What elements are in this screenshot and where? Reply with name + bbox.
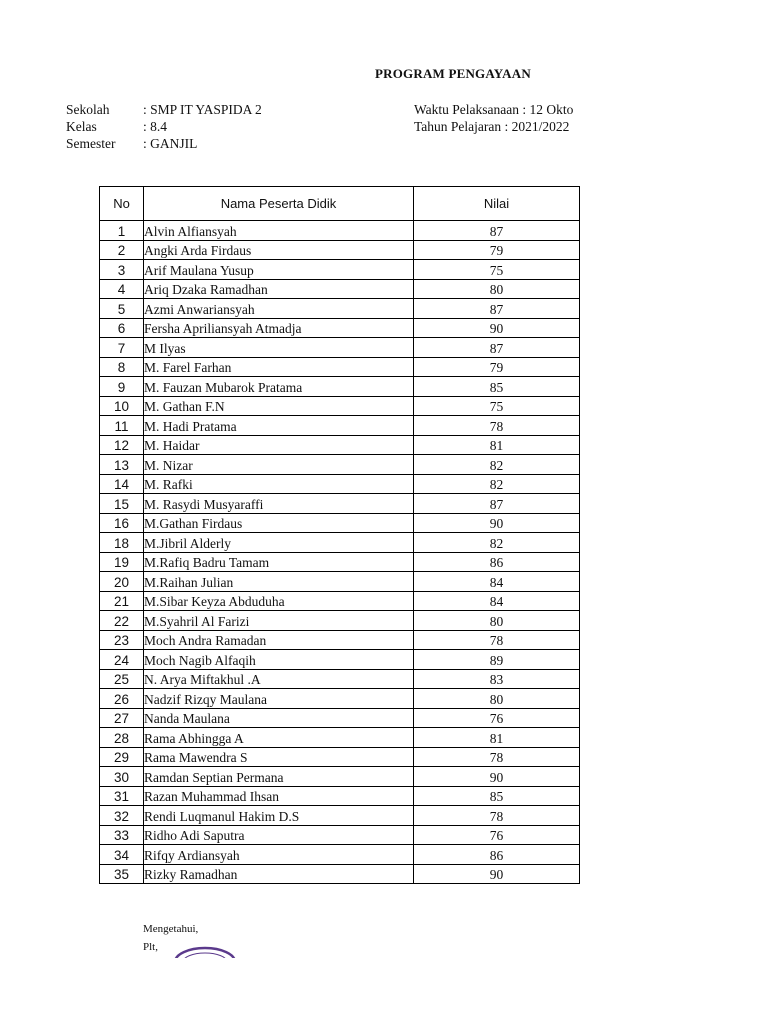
row-number: 29	[100, 747, 144, 767]
table-row	[100, 533, 580, 553]
student-score: 78	[414, 630, 580, 650]
table-row	[100, 611, 580, 631]
stamp-image	[173, 944, 283, 958]
student-name: M. Hadi Pratama	[144, 416, 414, 436]
row-number: 12	[100, 435, 144, 455]
student-score: 78	[414, 747, 580, 767]
student-score: 86	[414, 552, 580, 572]
row-number: 13	[100, 455, 144, 475]
footer-plt: Plt,	[143, 941, 158, 953]
student-score: 90	[414, 864, 580, 884]
student-name: M. Nizar	[144, 455, 414, 475]
row-number: 30	[100, 767, 144, 787]
row-number: 27	[100, 708, 144, 728]
footer-mengetahui: Mengetahui,	[143, 923, 199, 935]
row-number: 35	[100, 864, 144, 884]
student-score: 79	[414, 240, 580, 260]
student-name: M.Syahril Al Farizi	[144, 611, 414, 631]
student-score: 82	[414, 533, 580, 553]
student-name: Ariq Dzaka Ramadhan	[144, 279, 414, 299]
table-row	[100, 474, 580, 494]
table-row	[100, 279, 580, 299]
student-name: Nadzif Rizqy Maulana	[144, 689, 414, 709]
student-name: M. Rasydi Musyaraffi	[144, 494, 414, 514]
table-row	[100, 669, 580, 689]
student-name: Nanda Maulana	[144, 708, 414, 728]
column-header-score: Nilai	[414, 187, 580, 221]
student-score: 85	[414, 786, 580, 806]
student-name: M.Jibril Alderly	[144, 533, 414, 553]
row-number: 1	[100, 221, 144, 241]
student-score: 81	[414, 435, 580, 455]
kelas-value: : 8.4	[143, 119, 168, 134]
row-number: 11	[100, 416, 144, 436]
table-row	[100, 260, 580, 280]
sekolah-value: : SMP IT YASPIDA 2	[143, 102, 262, 117]
semester-value: : GANJIL	[143, 136, 198, 151]
table-row	[100, 377, 580, 397]
table-header-row	[100, 187, 580, 221]
student-score: 76	[414, 825, 580, 845]
row-number: 31	[100, 786, 144, 806]
row-number: 15	[100, 494, 144, 514]
student-name: M. Rafki	[144, 474, 414, 494]
table-row	[100, 689, 580, 709]
row-number: 9	[100, 377, 144, 397]
table-row	[100, 299, 580, 319]
score-table	[99, 186, 580, 884]
table-row	[100, 747, 580, 767]
student-score: 86	[414, 845, 580, 865]
student-score: 78	[414, 416, 580, 436]
table-row	[100, 318, 580, 338]
table-row	[100, 338, 580, 358]
row-number: 3	[100, 260, 144, 280]
table-row	[100, 650, 580, 670]
student-name: M. Gathan F.N	[144, 396, 414, 416]
table-row	[100, 416, 580, 436]
row-number: 23	[100, 630, 144, 650]
row-number: 22	[100, 611, 144, 631]
student-name: Rama Mawendra S	[144, 747, 414, 767]
kelas-label: Kelas	[66, 119, 97, 134]
table-row	[100, 513, 580, 533]
student-name: Arif Maulana Yusup	[144, 260, 414, 280]
table-row	[100, 630, 580, 650]
student-score: 83	[414, 669, 580, 689]
table-row	[100, 864, 580, 884]
student-score: 85	[414, 377, 580, 397]
student-score: 89	[414, 650, 580, 670]
student-name: Fersha Apriliansyah Atmadja	[144, 318, 414, 338]
sekolah-label: Sekolah	[66, 102, 110, 117]
student-name: M Ilyas	[144, 338, 414, 358]
student-name: Moch Andra Ramadan	[144, 630, 414, 650]
semester-label: Semester	[66, 136, 116, 151]
student-score: 84	[414, 591, 580, 611]
table-row	[100, 435, 580, 455]
student-score: 80	[414, 611, 580, 631]
student-name: Rizky Ramadhan	[144, 864, 414, 884]
student-name: M.Sibar Keyza Abduduha	[144, 591, 414, 611]
row-number: 7	[100, 338, 144, 358]
table-row	[100, 825, 580, 845]
table-row	[100, 786, 580, 806]
table-row	[100, 552, 580, 572]
student-score: 80	[414, 689, 580, 709]
row-number: 24	[100, 650, 144, 670]
table-row	[100, 728, 580, 748]
table-row	[100, 396, 580, 416]
table-row	[100, 845, 580, 865]
student-name: M.Rafiq Badru Tamam	[144, 552, 414, 572]
row-number: 10	[100, 396, 144, 416]
row-number: 19	[100, 552, 144, 572]
student-name: M. Haidar	[144, 435, 414, 455]
row-number: 14	[100, 474, 144, 494]
row-number: 28	[100, 728, 144, 748]
student-score: 81	[414, 728, 580, 748]
student-name: M. Farel Farhan	[144, 357, 414, 377]
student-score: 87	[414, 221, 580, 241]
tahun-pelajaran: Tahun Pelajaran : 2021/2022	[414, 119, 570, 134]
student-name: M.Gathan Firdaus	[144, 513, 414, 533]
row-number: 33	[100, 825, 144, 845]
student-name: Alvin Alfiansyah	[144, 221, 414, 241]
row-number: 8	[100, 357, 144, 377]
column-header-name: Nama Peserta Didik	[144, 187, 414, 221]
student-name: Azmi Anwariansyah	[144, 299, 414, 319]
row-number: 32	[100, 806, 144, 826]
student-name: Rifqy Ardiansyah	[144, 845, 414, 865]
student-name: M. Fauzan Mubarok Pratama	[144, 377, 414, 397]
table-row	[100, 572, 580, 592]
table-row	[100, 806, 580, 826]
student-score: 80	[414, 279, 580, 299]
table-row	[100, 357, 580, 377]
student-score: 87	[414, 338, 580, 358]
student-score: 82	[414, 474, 580, 494]
row-number: 2	[100, 240, 144, 260]
table-row	[100, 494, 580, 514]
row-number: 18	[100, 533, 144, 553]
row-number: 16	[100, 513, 144, 533]
row-number: 26	[100, 689, 144, 709]
student-score: 79	[414, 357, 580, 377]
table-row	[100, 221, 580, 241]
table-row	[100, 591, 580, 611]
table-row	[100, 767, 580, 787]
student-name: Ridho Adi Saputra	[144, 825, 414, 845]
row-number: 21	[100, 591, 144, 611]
table-row	[100, 455, 580, 475]
student-score: 82	[414, 455, 580, 475]
student-name: Rama Abhingga A	[144, 728, 414, 748]
student-name: N. Arya Miftakhul .A	[144, 669, 414, 689]
table-row	[100, 708, 580, 728]
stamp-seal-icon	[173, 944, 283, 958]
row-number: 34	[100, 845, 144, 865]
student-score: 84	[414, 572, 580, 592]
row-number: 20	[100, 572, 144, 592]
row-number: 4	[100, 279, 144, 299]
waktu-pelaksanaan: Waktu Pelaksanaan : 12 Okto	[414, 102, 574, 117]
student-name: M.Raihan Julian	[144, 572, 414, 592]
student-score: 90	[414, 513, 580, 533]
student-score: 90	[414, 318, 580, 338]
page-title: PROGRAM PENGAYAAN	[375, 66, 531, 81]
column-header-no: No	[100, 187, 144, 221]
student-score: 75	[414, 260, 580, 280]
student-score: 78	[414, 806, 580, 826]
student-name: Moch Nagib Alfaqih	[144, 650, 414, 670]
student-score: 90	[414, 767, 580, 787]
student-name: Razan Muhammad Ihsan	[144, 786, 414, 806]
student-score: 87	[414, 299, 580, 319]
student-score: 76	[414, 708, 580, 728]
row-number: 25	[100, 669, 144, 689]
table-row	[100, 240, 580, 260]
student-score: 75	[414, 396, 580, 416]
student-score: 87	[414, 494, 580, 514]
row-number: 6	[100, 318, 144, 338]
row-number: 5	[100, 299, 144, 319]
student-name: Rendi Luqmanul Hakim D.S	[144, 806, 414, 826]
student-name: Angki Arda Firdaus	[144, 240, 414, 260]
student-name: Ramdan Septian Permana	[144, 767, 414, 787]
